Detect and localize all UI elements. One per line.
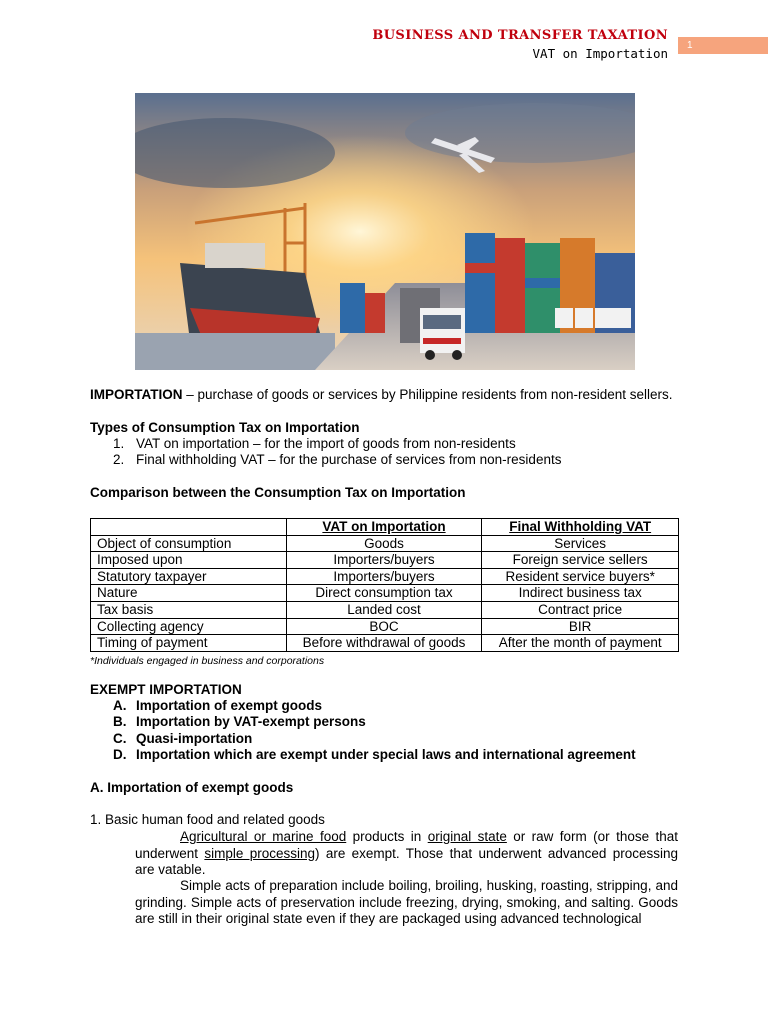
table-cell: Direct consumption tax xyxy=(286,585,482,602)
table-row xyxy=(91,618,679,635)
underlined-term: Agricultural or marine food xyxy=(180,829,347,844)
underlined-term: simple processing xyxy=(204,845,315,861)
underlined-term: original state xyxy=(427,829,507,844)
table-cell: Landed cost xyxy=(286,601,482,618)
row-label: Collecting agency xyxy=(91,618,287,635)
cargo-port-image xyxy=(135,93,635,370)
exempt-list-item xyxy=(113,714,366,731)
table-row xyxy=(91,568,679,585)
types-list-item xyxy=(113,436,516,453)
list-text: Quasi-importation xyxy=(136,731,253,746)
row-label: Timing of payment xyxy=(91,635,287,652)
exempt-list-item xyxy=(113,698,322,715)
table-cell: Foreign service sellers xyxy=(482,552,679,569)
types-heading: Types of Consumption Tax on Importation xyxy=(90,420,360,435)
list-letter: C. xyxy=(113,731,127,746)
list-text: Final withholding VAT – for the purchase of services from non-residents xyxy=(136,452,562,467)
definition-text: – purchase of goods or services by Philippine residents from non-resident sellers. xyxy=(182,387,673,402)
table-header-cell: VAT on Importation xyxy=(286,519,482,536)
importation-definition xyxy=(90,387,673,404)
table-cell: Services xyxy=(482,535,679,552)
paragraph-simple-acts: Simple acts of preparation include boiling, broiling, husking, roasting, stripping, and grinding. Simple acts of preservation include freezing, drying, smoking, and salting. Goods are still in their original state even if they are packaged using advanced technological xyxy=(135,878,678,926)
table-cell: After the month of payment xyxy=(482,635,679,652)
table-cell: Indirect business tax xyxy=(482,585,679,602)
list-text: Importation of exempt goods xyxy=(136,698,323,713)
table-header-cell xyxy=(91,519,287,536)
table-row xyxy=(91,585,679,602)
exempt-list-item xyxy=(113,731,252,748)
table-row xyxy=(91,535,679,552)
list-text: Importation which are exempt under special laws and international agreement xyxy=(136,747,636,762)
table-row xyxy=(91,635,679,652)
table-row xyxy=(91,601,679,618)
table-cell: Goods xyxy=(286,535,482,552)
list-number: 1. xyxy=(113,436,125,451)
row-label: Tax basis xyxy=(91,601,287,618)
table-cell: Resident service buyers* xyxy=(482,568,679,585)
document-header-subtitle: VAT on Importation xyxy=(532,46,668,61)
page-number-badge: 1 xyxy=(678,37,768,54)
table-footnote: *Individuals engaged in business and corporations xyxy=(90,655,325,667)
table-cell: Before withdrawal of goods xyxy=(286,635,482,652)
table-row xyxy=(91,552,679,569)
comparison-heading: Comparison between the Consumption Tax on Importation xyxy=(90,485,466,500)
list-text: VAT on importation – for the import of goods from non-residents xyxy=(136,436,516,451)
document-header-title: BUSINESS AND TRANSFER TAXATION xyxy=(372,28,668,43)
table-cell: Importers/buyers xyxy=(286,552,482,569)
item1-title: 1. Basic human food and related goods xyxy=(90,812,325,827)
table-cell: BOC xyxy=(286,618,482,635)
table-cell: BIR xyxy=(482,618,679,635)
paragraph-food-exemption: Agricultural or marine food products in original state or raw form (or those that underwent simple processing) are exempt. Those that underwent advanced processing are vatable. xyxy=(135,829,678,877)
row-label: Nature xyxy=(91,585,287,602)
section-a-heading: A. Importation of exempt goods xyxy=(90,780,294,795)
list-letter: A. xyxy=(113,698,127,713)
table-header-cell: Final Withholding VAT xyxy=(482,519,679,536)
exempt-heading: EXEMPT IMPORTATION xyxy=(90,682,242,697)
row-label: Object of consumption xyxy=(91,535,287,552)
list-letter: D. xyxy=(113,747,127,762)
row-label: Statutory taxpayer xyxy=(91,568,287,585)
list-number: 2. xyxy=(113,452,125,467)
types-list-item xyxy=(113,452,561,469)
row-label: Imposed upon xyxy=(91,552,287,569)
list-letter: B. xyxy=(113,714,127,729)
table-header-row xyxy=(91,519,679,536)
exempt-list-item xyxy=(113,747,636,764)
comparison-table xyxy=(90,518,679,652)
table-cell: Contract price xyxy=(482,601,679,618)
definition-term: IMPORTATION xyxy=(90,387,183,402)
list-text: Importation by VAT-exempt persons xyxy=(136,714,366,729)
table-cell: Importers/buyers xyxy=(286,568,482,585)
